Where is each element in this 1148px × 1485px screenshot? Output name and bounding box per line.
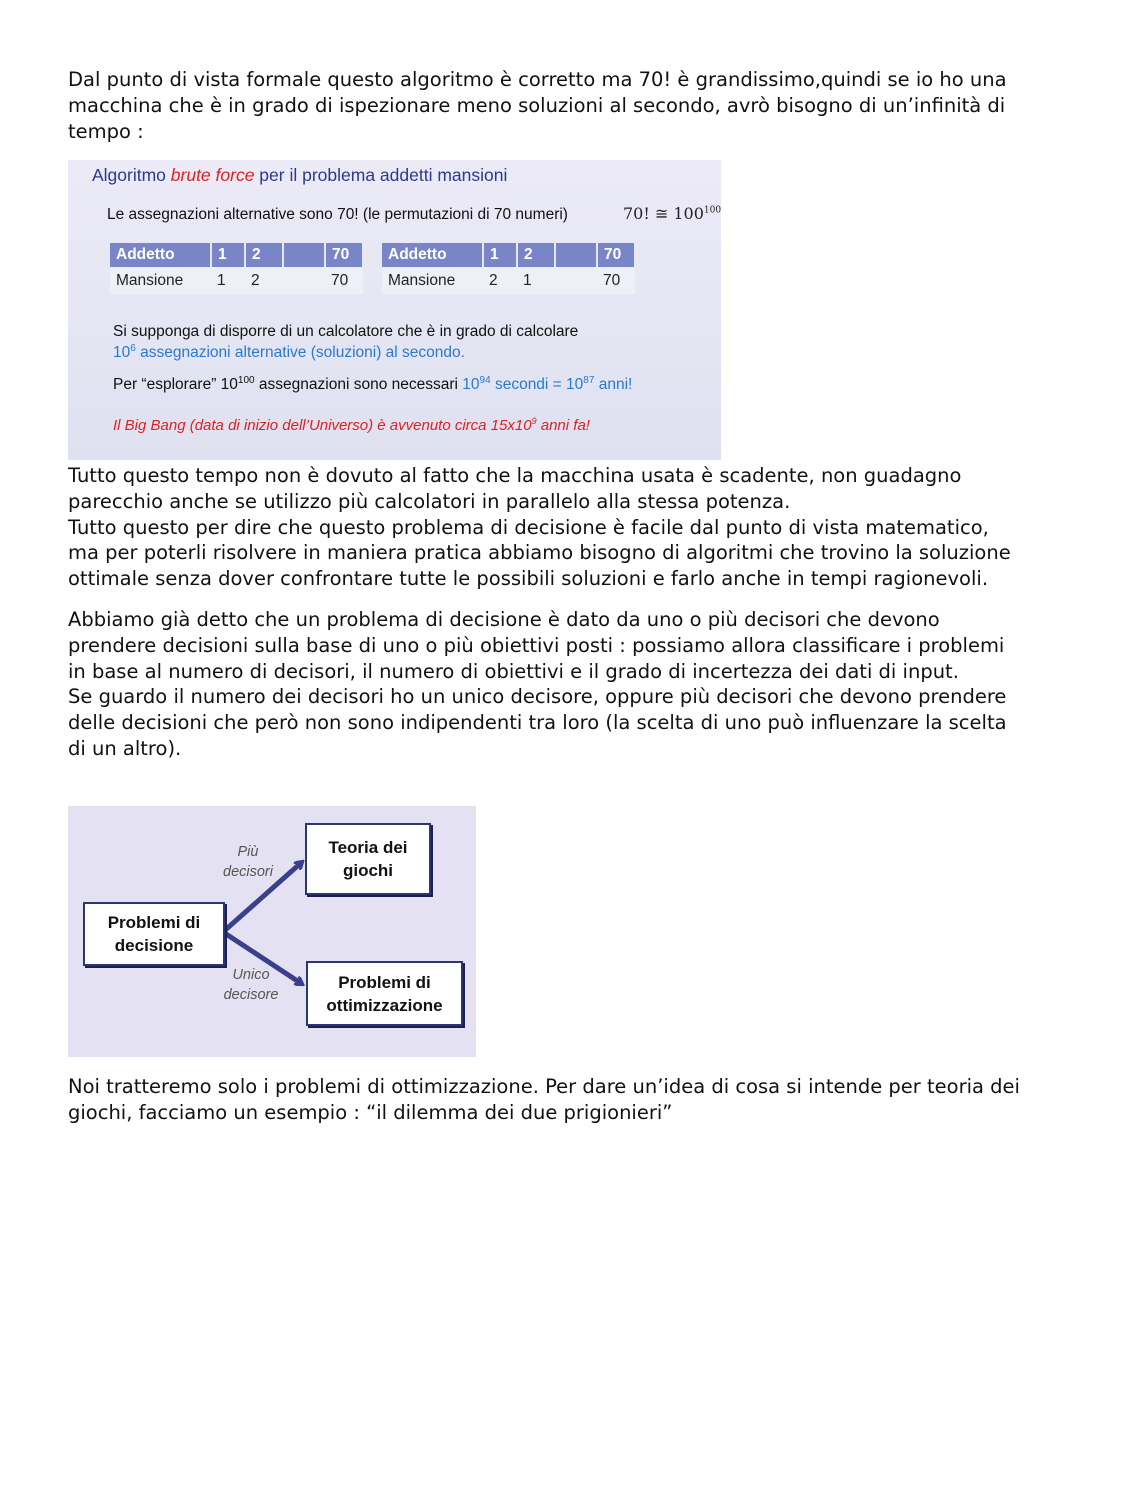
slide-line-speed: $10^6$ assegnazioni alternative (soluzioni) al secondo. [113, 343, 465, 362]
slide-title: Algoritmo brute force per il problema addetti mansioni [92, 165, 508, 185]
decision-diagram [68, 806, 476, 1057]
label-many-deciders: Più decisori [223, 844, 273, 880]
assignment-table-2 [382, 243, 636, 294]
box-game-theory: Teoria dei giochi [305, 823, 431, 895]
slide-formula: 70! ≅ $100^{100}$ [623, 204, 721, 223]
slide-line-calculator: Si supponga di disporre di un calcolatore che è in grado di calcolare [113, 323, 579, 340]
slide-big-bang-note: Il Big Bang (data di inizio dell’Universo) è avvenuto circa $15x10^9$ anni fa! [113, 416, 590, 434]
table-row: Mansione 2 1 70 [382, 267, 635, 294]
table-row: Mansione 1 2 70 [110, 267, 363, 294]
table-header-row: Addetto 1 2 70 [110, 243, 363, 267]
assignment-table-1 [110, 243, 364, 294]
box-decision-problems: Problemi di decisione [83, 902, 225, 966]
slide-line-alternatives: Le assegnazioni alternative sono 70! (le permutazioni di 70 numeri) [107, 206, 568, 223]
paragraph-conclusion: Noi tratteremo solo i problemi di ottimizzazione. Per dare un’idea di cosa si intende per teoria dei giochi, facciamo un esempio : “il dilemma dei due prigionieri” [68, 1075, 1020, 1124]
label-single-decider: Unico decisore [223, 967, 279, 1003]
paragraph-classification: Abbiamo già detto che un problema di decisione è dato da uno o più decisori che devono prendere decisioni sulla base di uno o più obiettivi posti : possiamo allora classificare i problemi in base al numero di decisori, il numero di obiettivi e il grado di incertezza dei dati di input. Se guardo il numero dei decisori ho un unico decisore, oppure più decisori che devono prendere delle decisioni che però non sono indipendenti tra loro (la scelta di uno può influenzare la scelta di un altro). [68, 608, 1007, 760]
table-header-row: Addetto 1 2 70 [382, 243, 635, 267]
paragraph-time: Tutto questo tempo non è dovuto al fatto che la macchina usata è scadente, non guadagno parecchio anche se utilizzo più calcolatori in parallelo alla stessa potenza. Tutto questo per dire che questo problema di decisione è facile dal punto di vista matematico, ma per poterli risolvere in maniera pratica abbiamo bisogno di algoritmi che trovino la soluzione ottimale senza dover confrontare tutte le possibili soluzioni e farlo anche in tempi ragionevoli. [68, 464, 1011, 591]
box-optimization-problems: Problemi di ottimizzazione [306, 961, 463, 1026]
paragraph-intro: Dal punto di vista formale questo algoritmo è corretto ma 70! è grandissimo,quindi se io ho una macchina che è in grado di ispezionare meno soluzioni al secondo, avrò bisogno di un’infinità di tempo : [68, 68, 1007, 143]
slide-line-explore: Per “esplorare” $10^{100}$ assegnazioni sono necessari $10^{94}$ secondi = $10^{87}$ anni! [113, 375, 633, 394]
brute-force-slide [68, 160, 721, 460]
